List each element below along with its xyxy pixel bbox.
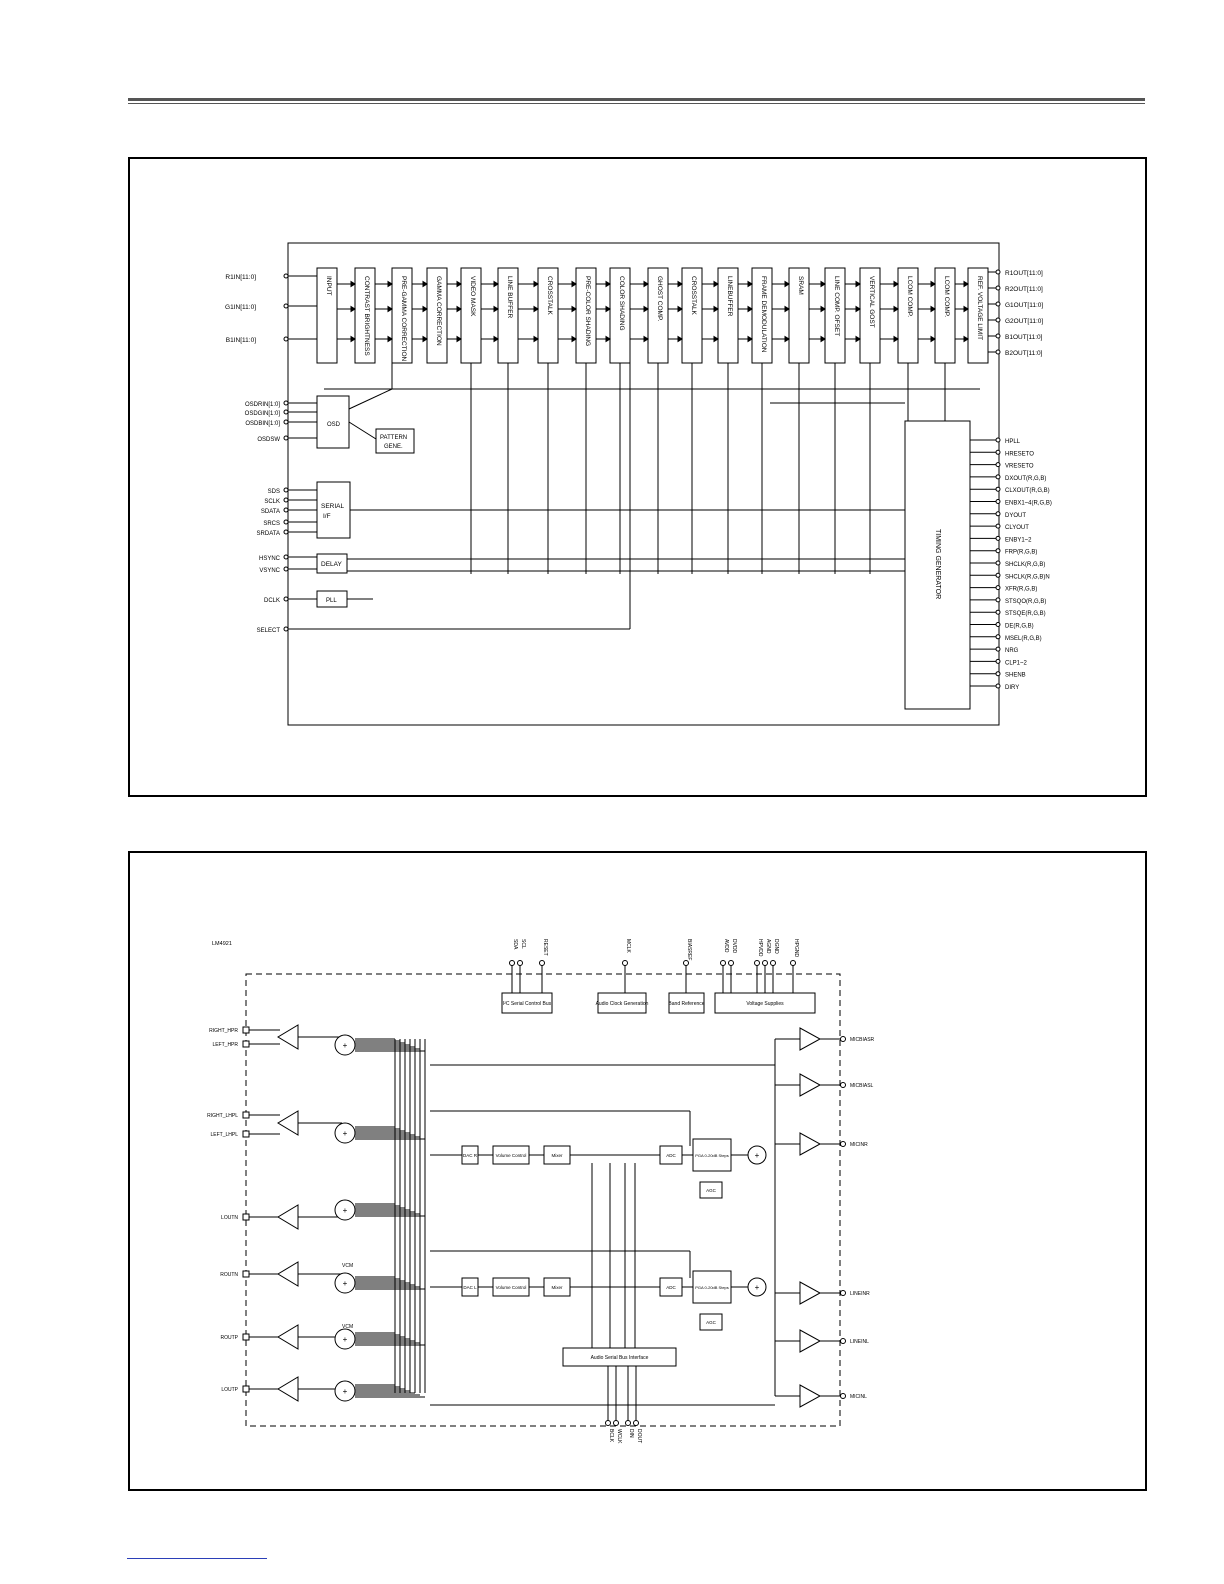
right-pin-label: MICINR [850,1142,868,1148]
pin-circle [841,1394,846,1399]
stage-label: FRAME DEMODULATION [760,276,767,353]
pin-circle [841,1291,846,1296]
pin-circle [606,1421,611,1426]
serial-input-pin: SRCS [263,521,280,527]
pin-circle [841,1037,846,1042]
adc-block-label: ADC [666,1285,676,1290]
pin-circle [284,488,288,492]
pin-circle [996,524,1000,528]
top-pin-label: AGND [765,939,771,954]
pin-circle [518,961,523,966]
adc-block-label: ADC [666,1153,676,1158]
pin-circle [996,586,1000,590]
amp-hp-left [278,1111,298,1135]
arrow-head [678,337,682,342]
left-pin-label: RIGHT_LHPL [207,1113,238,1119]
arrow-head [494,307,498,312]
serial-input-pin: SRDATA [256,531,280,537]
arrow-head [423,282,427,287]
video-input-pin: R1IN[11:0] [225,274,256,281]
pin-circle [996,549,1000,553]
pin-circle [284,337,288,341]
right-pin-label: MICBIASL [850,1083,874,1089]
serial-input-pin: SDATA [260,509,280,515]
stage-label: PRE-COLOR SHADING [584,276,591,347]
left-pin-label: LEFT_LHPL [210,1132,238,1138]
arrow-head [606,282,610,287]
left-pin-label: LOUTN [221,1215,238,1221]
pin-circle [540,961,545,966]
left-pin-label: ROUTN [220,1272,238,1278]
footer-link-rule [127,1558,267,1559]
pin-circle [841,1142,846,1147]
pin-circle [996,635,1000,639]
arrow-head [714,307,718,312]
pin-circle [284,597,288,601]
pin-circle [284,436,288,440]
arrow-head [534,282,538,287]
left-pin-label: ROUTP [220,1335,238,1341]
pin-circle [841,1083,846,1088]
mixer-plus: + [342,1335,348,1344]
arrow-head [821,337,825,342]
timing-output-pin: DE(R,G,B) [1005,623,1034,630]
arrow-head [534,337,538,342]
mixer-block-label: Mixer [551,1153,563,1158]
arrow-head [388,307,392,312]
top-pin-label: HPVDD [757,939,763,957]
video-block-diagram-panel [128,157,1147,797]
pin-circle [996,286,1000,290]
timing-output-pin: VRESETO [1005,463,1034,470]
arrow-head [494,282,498,287]
arrow-head [931,337,935,342]
top-pin-label: SDA [512,939,518,950]
bottom-pin-label: DOUT [636,1429,642,1444]
arrow-head [644,307,648,312]
pin-circle [284,420,288,424]
osd-input-pin: OSDGIN[1:0] [244,411,280,417]
video-output-pin: R2OUT[11:0] [1005,286,1043,293]
timing-output-pin: HRESETO [1005,451,1034,458]
bottom-pin-label: DIN [628,1429,634,1438]
pin-circle [284,274,288,278]
top-pin-label: DVDD [731,939,737,954]
stage-label: CONTRAST BRIGHTNESS [363,276,370,356]
amp-hp-right [278,1025,298,1049]
stage-label: PRE-GAMMA CORRECTION [400,276,407,362]
osd-link [349,389,392,409]
pin-circle [284,304,288,308]
arrow-head [606,337,610,342]
stage-label: REF. VOLTAGE LIMIT [976,276,983,341]
stage-label: LINEBUFFER [726,276,733,317]
pin-circle [684,961,689,966]
arrow-head [748,307,752,312]
pin-circle [791,961,796,966]
timing-output-pin: STSQE(R,G,B) [1005,611,1046,618]
pin-circle [634,1421,639,1426]
amp-rout-p [278,1325,298,1349]
pin-circle [996,684,1000,688]
arrow-head [351,307,355,312]
pattern-gen-label: GENE. [384,444,403,450]
arrow-head [931,307,935,312]
pga-block-label: PGA 0-20dB Steps [695,1285,729,1290]
pin-circle [755,961,760,966]
timing-output-pin: HPLL [1005,439,1021,445]
timing-output-pin: CLXOUT(R,G,B) [1005,488,1050,495]
left-pin-label: LOUTP [221,1387,238,1393]
arrow-head [572,307,576,312]
pin-square [243,1041,249,1047]
pin-circle [996,350,1000,354]
pin-circle [996,536,1000,540]
amp-lout [278,1205,298,1229]
serial-input-pin: SDS [267,489,280,495]
stage-label: GHOST COMP. [656,276,663,322]
band-reference-block-label: Band Reference [668,1001,705,1007]
stage-label: VIDEO MASK [469,276,476,317]
pin-square [243,1334,249,1340]
bottom-pin-label: WCLK [616,1429,622,1444]
timing-output-pin: ENBY1~2 [1005,537,1032,544]
clock-input-pin: DCLK [263,598,280,604]
arrow-head [714,337,718,342]
chip-header-text: LM4921 [212,941,232,947]
stage-label: CROSSTALK [690,276,697,315]
video-output-pin: B2OUT[11:0] [1005,350,1043,357]
timing-output-pin: SHCLK(R,G,B) [1005,562,1046,568]
input-amp [800,1330,820,1352]
arrow-head [351,337,355,342]
pin-circle [996,487,1000,491]
timing-generator-label: TIMING GENERATOR [934,529,941,600]
arrow-head [423,337,427,342]
pin-circle [771,961,776,966]
pin-circle [284,410,288,414]
osd-block-label: OSD [327,422,341,428]
mixer-plus: + [754,1151,760,1160]
pin-circle [996,500,1000,504]
arrow-head [572,282,576,287]
volume-block-label: Volume Control [495,1285,527,1290]
pin-circle [626,1421,631,1426]
left-pin-label: RIGHT_HPR [209,1028,238,1034]
timing-output-pin: CLYOUT [1005,525,1029,532]
video-output-pin: R1OUT[11:0] [1005,270,1043,277]
arrow-head [748,337,752,342]
arrow-head [534,307,538,312]
pin-circle [996,334,1000,338]
header-rule-top [128,98,1145,101]
arrow-head [931,282,935,287]
pin-circle [996,647,1000,651]
mixer-plus: + [342,1279,348,1288]
pin-circle [996,463,1000,467]
pin-circle [284,530,288,534]
video-output-pin: B1OUT[11:0] [1005,334,1043,341]
pin-square [243,1027,249,1033]
timing-output-pin: CLP1~2 [1005,660,1027,667]
right-pin-label: MICINL [850,1394,867,1400]
audio-serial-bus-block-label: Audio Serial Bus Interface [590,1355,649,1361]
arrow-head [894,307,898,312]
arrow-head [606,307,610,312]
timing-output-pin: NRG [1005,648,1019,655]
pattern-gen-label: PATTERN [380,435,408,441]
arrow-head [351,282,355,287]
arrow-head [457,307,461,312]
arrow-head [821,307,825,312]
video-block-diagram [130,159,1145,795]
arrow-head [644,282,648,287]
pin-circle [284,555,288,559]
stage-label: VERTICAL GOST [868,276,875,328]
arrow-head [785,307,789,312]
pin-circle [996,598,1000,602]
top-pin-label: HPGND [793,939,799,958]
right-pin-label: MICBIASR [850,1037,875,1043]
stage-label: CROSSTALK [546,276,553,315]
vcm-label: VCM [342,1263,354,1269]
arrow-head [423,307,427,312]
stage-label: LINE BUFFER [506,276,513,319]
osd-input-pin: OSDSW [257,437,280,443]
top-pin-label: RESET [542,939,548,956]
osd-input-pin: OSDBIN[1:0] [245,421,280,427]
pin-square [243,1214,249,1220]
bottom-pin-label: BCLK [608,1429,614,1443]
pin-square [243,1131,249,1137]
pin-circle [996,672,1000,676]
stage-label: SRAM [797,276,804,295]
timing-output-pin: FRP(R,G,B) [1005,549,1038,556]
video-input-pin: B1IN[11:0] [225,337,256,344]
volume-block-label: Volume Control [495,1153,527,1158]
mixer-plus: + [342,1129,348,1138]
amp-rout [278,1262,298,1286]
stage-label: LCOM COMP. [943,276,950,318]
pin-circle [614,1421,619,1426]
arrow-head [856,282,860,287]
arrow-head [856,337,860,342]
pll-label: PLL [326,598,337,604]
arrow-head [894,282,898,287]
agc-block-label: AGC [706,1320,716,1325]
arrow-head [388,282,392,287]
pin-circle [841,1339,846,1344]
i2c-control-block-label: I²C Serial Control Bus [502,1001,552,1007]
input-amp [800,1133,820,1155]
voltage-supplies-block-label: Voltage Supplies [746,1001,784,1007]
right-pin-label: LINEINR [850,1291,870,1297]
pin-circle [623,961,628,966]
pin-circle [996,561,1000,565]
right-pin-label: LINEINL [850,1339,869,1345]
top-pin-label: BIASREF [686,939,692,961]
pin-circle [996,475,1000,479]
pin-circle [284,567,288,571]
top-pin-label: MCLK [625,939,631,953]
amp-lout-p [278,1377,298,1401]
arrow-head [856,307,860,312]
serial-if-label: I/F [323,513,331,520]
top-pin-label: AVDD [723,939,729,953]
timing-output-pin: SHCLK(R,G,B)N [1005,574,1050,581]
arrow-head [494,337,498,342]
arrow-head [785,337,789,342]
timing-output-pin: XFR(R,G,B) [1005,586,1038,593]
timing-output-pin: SHENB [1005,672,1026,679]
pin-circle [996,302,1000,306]
arrow-head [678,307,682,312]
arrow-head [457,337,461,342]
input-amp [800,1385,820,1407]
mixer-plus: + [342,1041,348,1050]
osd-input-pin: OSDRIN[1:0] [244,402,280,408]
mixer-plus: + [342,1206,348,1215]
timing-output-pin: DXOUT(R,G,B) [1005,475,1047,482]
arrow-head [748,282,752,287]
stage-label: COLOR SHADING [618,276,625,331]
pin-square [243,1386,249,1392]
input-amp [800,1028,820,1050]
timing-output-pin: ENBX1~4(R,G,B) [1005,500,1052,507]
video-input-pin: G1IN[11:0] [225,304,256,311]
video-output-pin: G2OUT[11:0] [1005,318,1044,325]
pin-circle [996,270,1000,274]
arrow-head [714,282,718,287]
mixer-block-label: Mixer [551,1285,563,1290]
arrow-head [678,282,682,287]
input-amp [800,1282,820,1304]
pin-circle [721,961,726,966]
serial-if-label: SERIAL [321,503,345,510]
pin-circle [284,520,288,524]
timing-output-pin: MSEL(R,G,B) [1005,635,1042,642]
pin-circle [284,401,288,405]
stage-label: INPUT [325,276,332,296]
top-pin-label: DGND [773,939,779,954]
pin-circle [996,659,1000,663]
pin-circle [284,498,288,502]
audio-block-diagram-panel [128,851,1147,1491]
timing-output-pin: DIRY [1005,685,1020,691]
arrow-head [785,282,789,287]
dac-block-label: DAC L [463,1285,477,1290]
mixer-plus: + [754,1283,760,1292]
pin-square [243,1271,249,1277]
audio-clock-block-label: Audio Clock Generation [595,1001,649,1007]
pin-circle [510,961,515,966]
pin-circle [996,610,1000,614]
arrow-head [894,337,898,342]
video-output-pin: G1OUT[11:0] [1005,302,1044,309]
pin-circle [996,623,1000,627]
sync-input-pin: VSYNC [259,568,280,574]
serial-input-pin: SCLK [264,499,280,505]
pin-circle [996,318,1000,322]
delay-label: DELAY [321,561,342,568]
pga-block-label: PGA 0-20dB Steps [695,1153,729,1158]
stage-label: LCOM COMP. [906,276,913,318]
agc-block-label: AGC [706,1188,716,1193]
timing-output-pin: DYOUT [1005,512,1026,519]
pin-circle [996,512,1000,516]
pin-circle [763,961,768,966]
pin-circle [284,627,288,631]
pin-circle [996,573,1000,577]
select-input-pin: SELECT [256,628,280,634]
vcm-label: VCM [342,1324,354,1330]
sync-input-pin: HSYNC [258,556,280,562]
pin-circle [729,961,734,966]
dac-block-label: DAC R [462,1153,478,1158]
top-pin-label: SCL [520,939,526,949]
arrow-head [821,282,825,287]
serial-if-block [317,482,350,538]
stage-label: LINE COMP. OFSET [833,276,840,337]
pin-circle [996,438,1000,442]
pin-square [243,1112,249,1118]
osd-link [349,422,376,439]
mixer-plus: + [342,1387,348,1396]
arrow-head [964,337,968,342]
header-rule-bottom [128,103,1145,104]
arrow-head [457,282,461,287]
pin-circle [284,508,288,512]
arrow-head [572,337,576,342]
audio-block-diagram [130,853,1145,1489]
arrow-head [644,337,648,342]
stage-label: GAMMA CORRECTION [435,276,442,346]
pin-circle [996,450,1000,454]
input-amp [800,1074,820,1096]
arrow-head [964,282,968,287]
arrow-head [388,337,392,342]
timing-output-pin: STSQO(R,G,B) [1005,598,1047,605]
arrow-head [964,307,968,312]
left-pin-label: LEFT_HPR [212,1042,238,1048]
